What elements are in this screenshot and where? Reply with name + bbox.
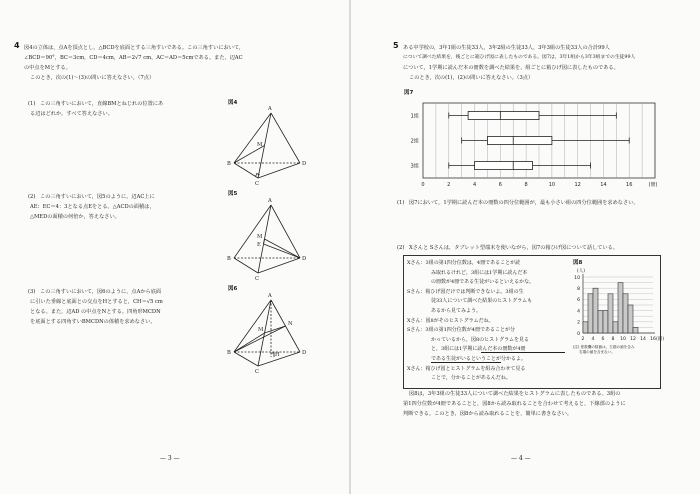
q4-p1-line-2: る辺はどれか。すべて答えなさい。 [30,111,113,117]
fig8-bar [593,288,598,333]
fig6-label-c: C [255,369,259,375]
fig6-label-m: M [258,327,264,333]
fig7-tick-label: 10 [548,182,556,188]
fig8-ytick-label: 2 [577,320,580,326]
fig8-bar [628,305,633,333]
dialogue-line: である生徒がいるということが分かるよ。 [431,356,527,362]
question-5-number: 5 [393,41,399,50]
fig4-label-a: A [268,106,272,112]
q4-p3-line-4: を底面とする四角すいBMCDNの体積を求めなさい。 [30,319,156,325]
q4-intro-line-1: 図4の立体は，点Aを頂点とし，△BCDを底面とする三角すいである。この三角すいにおいて， [24,45,245,51]
dialogue-line: ことで，分かることがあるんだね。 [431,375,511,382]
page-number-left: — 3 — [160,455,180,462]
q4-p3-line-1: この三角すいにおいて，図6のように，点Aから底面 [40,289,162,295]
fig8-bar [608,294,613,333]
question-4-number: 4 [14,41,20,50]
fig7-category-label: 2組 [410,138,419,145]
q5-intro-line-1: ある中学校の，3年1組の生徒33人，3年2組の生徒33人，3年3組の生徒33人の合計99人 [403,45,610,51]
fig7-tick-label: 12 [574,182,581,188]
q4-p2-line-1: この三角すいにおいて，図5のように，辺AC上に [40,194,155,200]
q5-intro-line-4: このとき，次の(1)，(2)の問いに答えなさい。（3点） [409,75,534,81]
dialogue-line: かっているから，図8のヒストグラムを見る [431,336,530,343]
fig8-bar [633,327,638,333]
dialogue-line: Xさん：3組の第1四分位数は，4冊であることが読 [407,260,521,266]
dialogue-line: Xさん：箱ひげ図とヒストグラムを組み合わせて見る [407,365,526,372]
right-page [351,0,700,494]
fig6-label-h: H [275,352,280,358]
fig7-category-label: 3組 [410,163,419,170]
fig7-tick-label: 2 [447,182,451,188]
fig8-xtick-label: 6 [601,337,605,342]
fig7-tick-label: 6 [498,182,502,188]
q4-intro-line-2: ∠BCD＝90°，BC＝3cm，CD＝4cm，AB＝2√7 cm，AC＝AD＝5cmである。また，辺AC [24,55,243,61]
fig6-label-d: D [302,350,307,356]
fig4-label-b: B [227,161,231,167]
dialogue-line: と，3組には1学期に読んだ本の冊数が4冊 [431,346,526,353]
dialogue-line: Sさん：箱ひげ図だけでは判断できないよ。3組の生 [407,288,524,295]
dialogue-line: み取れるけれど，3組には1学期に読んだ本 [431,269,528,276]
fig8-xtick-label: 8 [611,337,615,342]
fig8-ytick-label: 6 [577,298,580,304]
fig8-note-1: (注) 度数欄の数値は，左端の値を含み [573,345,635,349]
q5-p2-text: Xさんと Sさんは，タブレット型端末を使いながら，図7の箱ひげ図について話している。 [409,245,618,251]
q4-p2-line-2: AE：EC＝4：3となる点Eをとる。△ACDの面積は， [30,204,155,210]
q4-p3-line-3: となる。また，辺AD の中点をNとする。四角形MCDN [30,309,161,315]
q4-p3-line-2: に引いた垂線と底面との交点をHとすると，CH＝√5 cm [30,299,163,305]
fig4-label-m: M [257,142,263,148]
fig7-category-label: 1組 [410,113,419,120]
q4-p1-line-1: この三角すいにおいて，直線BMとねじれの位置にあ [40,101,164,107]
q4-p1-label: (1) [28,101,36,107]
fig7-tick-label: 8 [524,182,528,188]
fig8-bar [623,294,628,333]
left-page [0,0,349,494]
page-number-right: — 4 — [511,455,531,462]
fig8-xtick-label: 12 [630,337,636,342]
dialogue-line: あるから見てみよう。 [431,308,482,314]
q5-p1-label: (1) [397,200,405,206]
fig7-tick-label: 4 [472,182,477,188]
fig8-ylabel: (人) [576,269,586,274]
fig7-title: 図7 [404,90,414,96]
fig8-bar [603,311,608,333]
q5-intro-line-2: について調べた結果を，後ごとに箱ひげ図に表したものである。図7は，3年1組から3年3組までの生徒99人 [403,55,636,60]
q4-p2-label: (2) [28,194,36,200]
fig7-tick-label: 14 [600,182,607,188]
fig6-title: 図6 [228,286,238,292]
closing-line-3: 判断できる。このとき，図8から読み取れることを，簡単に書きなさい。 [403,411,573,417]
fig8-xlabel: (冊) [656,337,665,342]
dialogue-line: Xさん：図8がそのヒストグラムだね。 [407,317,494,324]
closing-line-1: 図8は，3年3組の生徒33人について調べた結果をヒストグラムに表したものである。3組の [409,391,621,397]
fig8-title: 図8 [573,260,583,266]
fig5-label-a: A [268,198,272,204]
fig5-title: 図5 [228,191,238,197]
fig4-label-c: C [255,181,259,187]
dialogue-underline [431,362,501,363]
q5-intro-line-3: について，1学期に読んだ本の冊数を調べた結果を，組ごとに箱ひげ図に表したものである。 [403,65,619,71]
fig8-note-2: 右端の値を含まない。 [579,350,615,354]
figure-8-histogram [351,0,700,494]
dialogue-line: 徒33人について調べた結果のヒストグラムも [431,298,533,305]
fig7-xlabel: (冊) [648,182,658,188]
fig8-ytick-label: 0 [577,331,580,337]
q5-p1-text: 図7において，1学期に読んだ本の冊数の四分位範囲が，最も小さい組の四分位範囲を求めなさい。 [409,200,639,206]
closing-line-2: 第1四分位数が4冊であることと，図8から読み取れることを合わせて考えると，下線部のように [403,401,626,407]
fig5-label-d: D [302,256,307,262]
fig8-xtick-label: 16 [650,337,656,342]
fig8-bar [598,311,603,333]
fig6-label-n: N [288,321,293,327]
fig6-label-a: A [268,293,272,299]
dialogue-line: Sさん：3組の第1四分位数が4冊であることが分 [407,327,515,334]
fig8-ytick-label: 10 [574,275,580,281]
fig8-bar [583,322,588,333]
fig4-label-d: D [302,161,307,167]
fig8-bar [618,283,623,333]
fig6-label-b: B [227,350,231,356]
q4-intro-line-3: の中点をMとする。 [24,65,71,71]
dialogue-underline [481,352,565,353]
q4-intro-line-4: このとき，次の(1)～(3)の問いに答えなさい。（7点） [30,75,155,81]
fig5-label-e: E [257,242,261,248]
fig5-label-c: C [255,276,259,282]
fig7-tick-label: 16 [626,182,633,188]
fig8-bar [588,294,593,333]
fig8-xtick-label: 10 [620,337,626,342]
fig8-xtick-label: 4 [591,337,595,342]
dialogue-line: の冊数が4冊である生徒がいるといえるかな。 [431,279,535,286]
fig5-label-b: B [227,256,231,262]
figure-6 [0,0,349,494]
q5-p2-label: (2) [397,245,405,251]
q4-p2-line-3: △MEDの面積の何倍か，答えなさい。 [30,214,120,220]
fig8-ytick-label: 4 [577,309,580,315]
fig8-xtick-label: 14 [640,337,646,342]
fig4-title: 図4 [228,100,238,106]
fig8-ytick-label: 8 [577,287,580,292]
fig7-tick-label: 0 [421,182,425,188]
q4-p3-label: (3) [28,289,36,295]
fig5-label-m: M [257,234,263,240]
fig8-xtick-label: 2 [581,337,585,342]
fig8-bar [613,322,618,333]
